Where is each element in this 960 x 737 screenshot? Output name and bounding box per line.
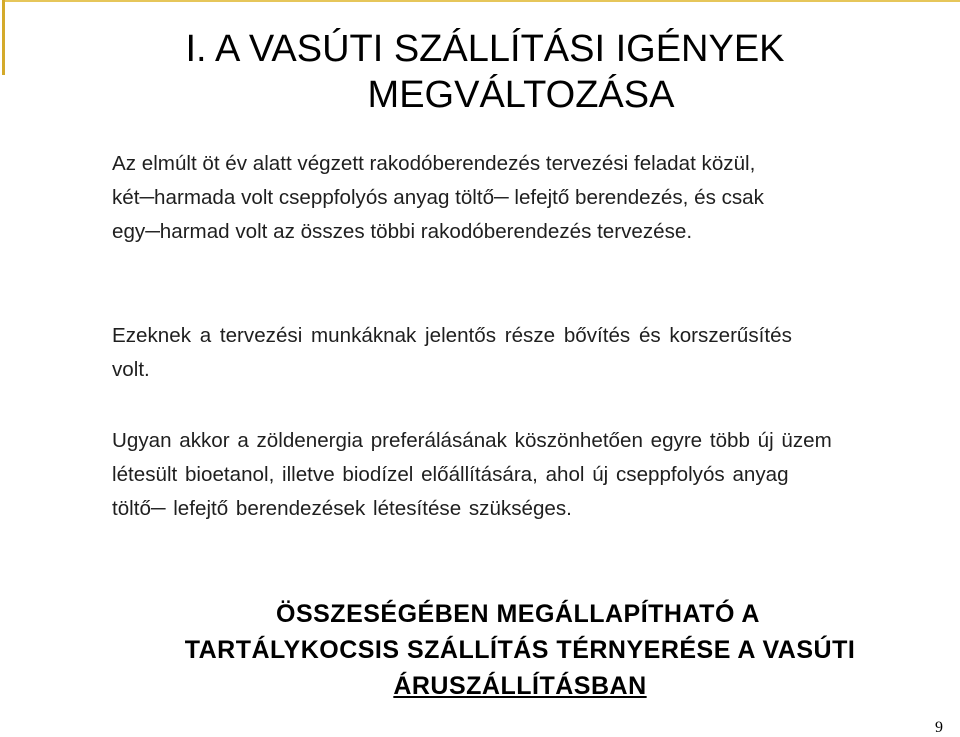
conclusion-statement bbox=[0, 596, 960, 704]
conclusion-line-3: ÁRUSZÁLLÍTÁSBAN bbox=[393, 672, 647, 700]
conclusion-line-2: TARTÁLYKOCSIS SZÁLLÍTÁS TÉRNYERÉSE A VASÚTI bbox=[184, 636, 856, 664]
paragraph-3: Ugyan akkor a zöldenergia preferálásának köszönhetően egyre több új üzem létesült bioetanol, illetve biodízel előállítására, ahol új cseppfolyós anyag töltő─ lefejtő berendezések létesítése szükséges. bbox=[112, 429, 832, 520]
conclusion-line-1: ÖSSZESÉGÉBEN MEGÁLLAPÍTHATÓ A bbox=[276, 600, 760, 628]
paragraph-2: Ezeknek a tervezési munkáknak jelentős része bővítés és korszerűsítés volt. bbox=[112, 324, 792, 381]
title-line-1: I. A VASÚTI SZÁLLÍTÁSI IGÉNYEK bbox=[185, 28, 785, 70]
title-line-2: MEGVÁLTOZÁSA bbox=[367, 74, 675, 116]
paragraph-1: Az elmúlt öt év alatt végzett rakodóberendezés tervezési feladat közül, két─harmada volt cseppfolyós anyag töltő─ lefejtő berendezés, és csak egy─harmad volt az összes többi rakodóberendezés tervezése. bbox=[112, 152, 764, 243]
page-number: 9 bbox=[935, 719, 943, 736]
accent-line-top bbox=[2, 0, 960, 2]
slide-title bbox=[0, 26, 960, 118]
